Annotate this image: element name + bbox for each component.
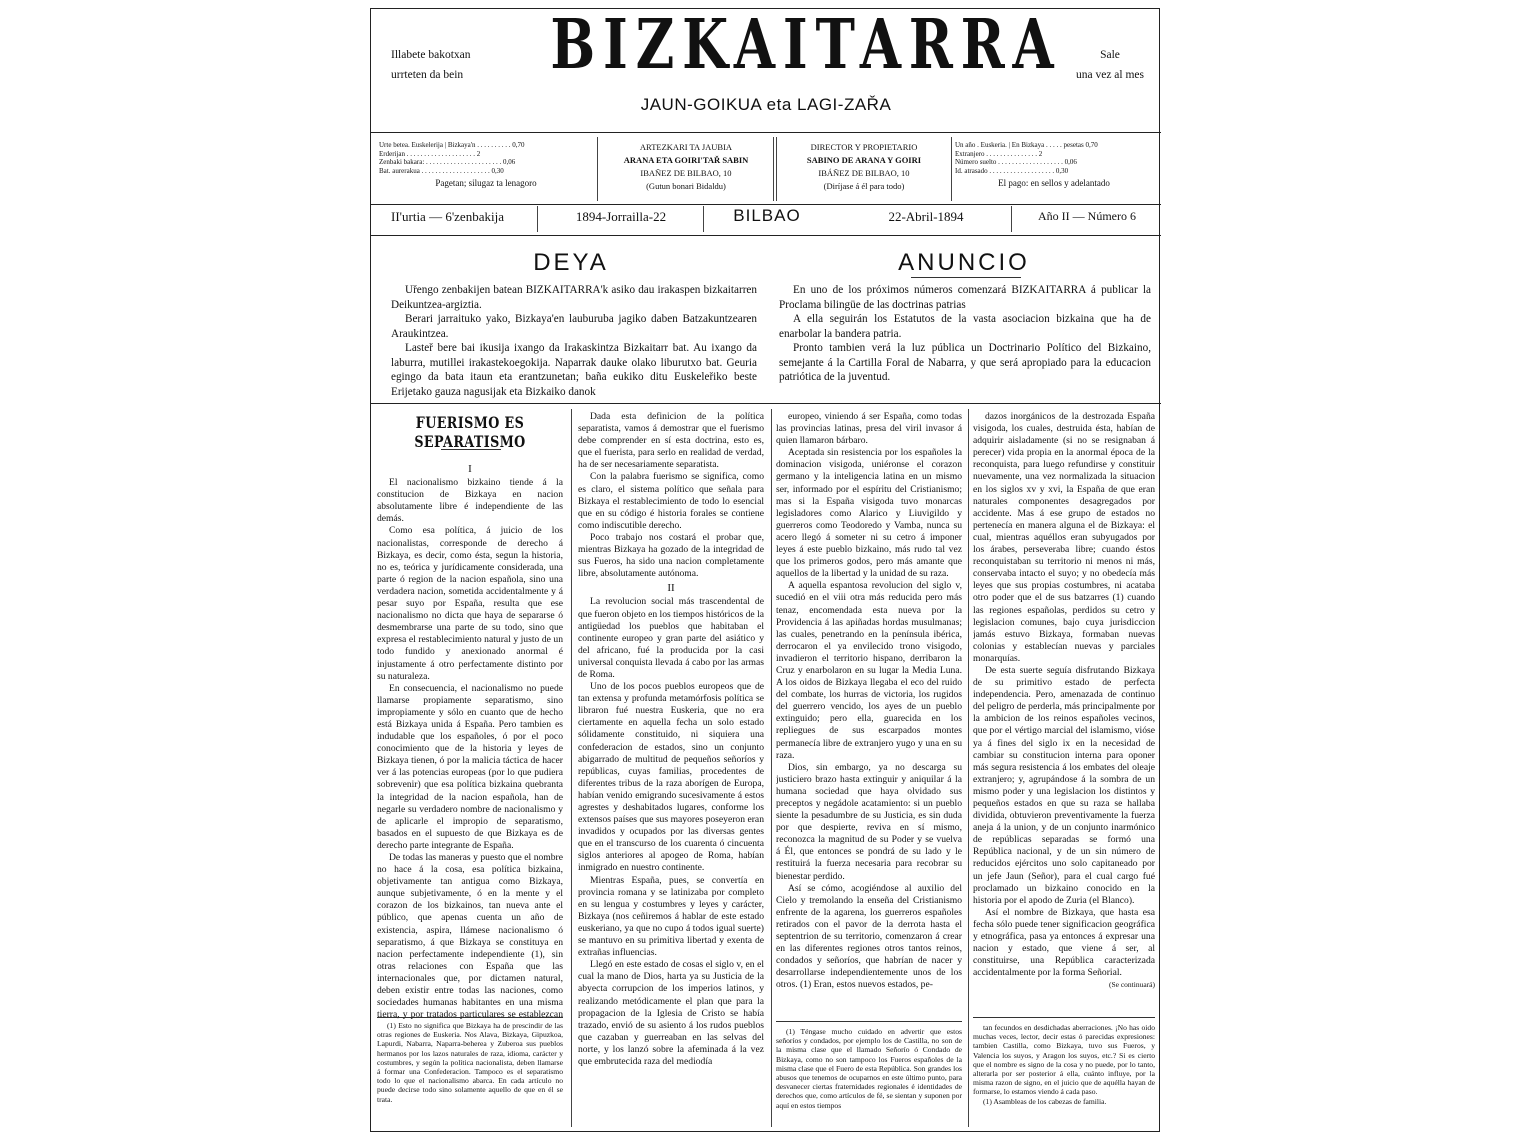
info-line: (Diríjase á él para todo) (823, 181, 905, 191)
masthead-left-line2: urrteten da bein (391, 69, 464, 81)
editor-spanish (779, 141, 949, 193)
paragraph: Llegó en este estado de cosas el siglo v, en el cual la mano de Dios, harta ya su Justicia de la abyecta corrupcion de los imperios latinos, y realizando metódicamente el plan que para la propagacion de la Iglesia de Cristo se había trazado, envió de su asiento á los rudos pueblos que cazaban y guerreaban en las selvas del norte, y los lanzó sobre la afeminada á la vez que embrutecida raza del mediodía (578, 959, 764, 1067)
subscription-basque (379, 141, 593, 188)
info-line: Extranjero . . . . . . . . . . . . . . . 2 (955, 149, 1043, 158)
paragraph: Uřengo zenbakijen batean BIZKAITARRA'k asiko dau irakaspen bizkaitarren Deikuntzea-argiztia. (391, 284, 757, 311)
paragraph: En uno de los próximos números comenzará BIZKAITARRA á publicar la Proclama bilingüe de las doctrinas patrias (779, 284, 1151, 311)
info-line: Número suelto . . . . . . . . . . . . . . . . . . . 0,06 (955, 158, 1077, 166)
paragraph: Berari jarraituko yako, Bizkaya'en lauburuba jagiko daben Batzakuntzearen Araukintzea. (391, 313, 757, 340)
paragraph: Así se cómo, acogiéndose al auxilio del Cielo y tremolando la enseña del Cristianismo enfrente de la agarena, los guerreros españoles retirados con el pavor de la derrota hasta el septentrion de su territorio, comenzaron á crear en las diferentes regiones otros tantos reinos, condados y señoríos, que habrían de nacer y desarrollarse independientemente unos de los otros. (1) Eran, estos nuevos estados, pe- (776, 882, 962, 991)
divider (776, 137, 777, 201)
paragraph: De todas las maneras y puesto que el nombre no hace á la cosa, esa política bizkaina, objetivamente tan antigua como Bizkaya, aunque subjetivamente, ó en la mente y el corazon de los bizkainos, tan nueva ante el público, que apenas cuenta un año de existencia, aspira, llámese nacionalismo ó separatismo, á que Bizkaya se constituya en nacion perfectamente independiente (1), sin otras relaciones con España que las internacionales que, por dictamen natural, deben existir entre todas las naciones, como sociedades humanas habitantes en una misma tierra, y por tratados particulares se establezcan (377, 852, 563, 1021)
info-line: Zenbaki bakara: . . . . . . . . . . . . . . . . . . . . . . 0,06 (379, 158, 516, 166)
date-spanish: 22-Abril-1894 (888, 209, 964, 224)
city-name: BILBAO (733, 206, 801, 225)
deya-title: DEYA (533, 249, 609, 276)
paragraph: Con la palabra fuerismo se significa, como es claro, el sistema político que señala para Bizkaya el restablecimiento de todo lo esencial que en su código é historia forales se contiene como indiscutible derecho. (578, 471, 764, 531)
info-line: Erderijan . . . . . . . . . . . . . . . . . . . . 2 (379, 149, 481, 158)
divider (773, 137, 774, 201)
subscription-spanish (955, 141, 1153, 188)
anuncio-title: ANUNCIO (898, 249, 1030, 276)
divider (973, 1017, 1155, 1018)
anuncio-body (779, 283, 1151, 385)
paragraph: En consecuencia, el nacionalismo no puede llamarse propiamente separatismo, sino impropiamente y sólo en cuanto que de hecho está Bizkaya unida á España. Pero tambien es indudable que los españoles, ó por el poco conocimiento que de la historia y leyes de Bizkaya tienen, ó por la malicia táctica de hacer ver á las potencias europeas (por lo que pudiera sobrevenir) que esa política bizkaina quebranta la integridad de la nacion española, han de negarle su verdadero nombre de nacionalismo y de aplicarle el impropio de separatismo, basados en el supuesto de que Bizkaya es de derecho parte integrante de España. (377, 682, 563, 851)
paragraph: A aquella espantosa revolucion del siglo v, sucedió en el viii otra más reducida pero más tenaz, encomendada esta nueva por la Providencia á las apiñadas hordas musulmanas; las cuales, penetrando en la península ibérica, derrocaron el ya envilecido trono visigodo, invadieron el territorio hispano, derribaron la Cruz y enarbolaron en su lugar la Media Luna. A los oidos de Bizkaya llegaba el eco del ruido del combate, los hurras de victoria, los rugidos del guerrero vencido, los ayes de un pueblo extinguido; pero ella, guarecida en los repliegues de sus escarpados montes permanecía libre de extranjero yugo y una en su raza. (776, 580, 962, 761)
paragraph: La revolucion social más trascendental de que fueron objeto en los tiempos históricos de la antigüedad los pueblos que habitaban el continente europeo y gran parte del asiático y del africano, fué la producida por la casi universal conquista llevada á cabo por las armas de Roma. (578, 596, 764, 680)
info-footer: El pago: en sellos y adelantado (998, 178, 1110, 188)
article-column-4 (973, 411, 1155, 1011)
divider (597, 137, 598, 201)
year-number-spanish: Año II — Número 6 (1038, 209, 1136, 223)
divider (703, 206, 704, 232)
masthead-title: BIZKAITARRA (550, 5, 1062, 85)
info-line: Id. atrasado . . . . . . . . . . . . . . . . . . . 0,30 (955, 166, 1069, 175)
paragraph: Dada esta definicion de la política separatista, vamos á demostrar que el fuerismo debe comprender en sí esta doctrina, esto es, que el fuerista, para serlo en realidad de verdad, ha de ser necesariamente separatista. (578, 411, 764, 471)
newspaper-page (370, 5, 1160, 1132)
paragraph: Lasteř bere bai ikusija ixango da Irakaskintza Bizkaitarr bat. Au ixango da laburra, mutillei irakastekoegokija. Naparrak dauke olako liburutxo bat. Geuria egingo da bata itaun eta erantzunetan; baña eukiko ditu Euskeleřiko beste Erijetako gauza nagusijak eta Bizkaiko danok (391, 342, 757, 398)
masthead-left (391, 45, 501, 85)
paragraph: Uno de los pocos pueblos europeos que de tan extensa y profunda metamórfosis política se libraron fué nuestra Euskeria, que no era ciertamente en aquella fecha un solo estado sólidamente constituido, ni siquiera una confederacion de estados, sino un conjunto abigarrado de multitud de pequeños señoríos y repúblicas, cuyas familias, procedentes de diferentes tribus de la raza aborígen de Europa, habían venido emigrando sucesivamente á estos agrestes y deshabitados lugares, conforme los extensos países que sus mayores poseyeron eran invadidos y ocupados por las diversas gentes que en el transcurso de los cuarenta ó cincuenta siglos anteriores al apogeo de Roma, habían inmigrado en nuestro continente. (578, 681, 764, 874)
footnote-1 (377, 1021, 563, 1129)
paragraph: De esta suerte seguía disfrutando Bizkaya de su primitivo estado de perfecta independencia. Pero, amenazada de continuo del peligro de perderla, más principalmente por la ambicion de los reinos españoles vecinos, que por el vértigo marcial del islamismo, vióse ya á fines del siglo ix en la necesidad de cambiar su constitucion interna para oponer más segura resistencia á los embates del oleaje extranjero; y, agrupándose á la sombra de un mismo poder y una legislacion los distintos y pequeños estados en que su raza se hallaba dividida, obtuvieron preventivamente la fuerza aneja á la union, y de un conjunto inarmónico de repúblicas separadas se formó una República nacional, y de un sin número de reducidos ejércitos uno solo capitaneado por un jefe Jaun (Señor), para el cual cargo fué proclamado un bizkaino conocido en la historia por el apodo de Zuria (el Blanco). (973, 664, 1155, 906)
footnote-text: (1) Asambleas de los cabezas de familia. (983, 1096, 1107, 1106)
info-line: Un año . Euskeria. | En Bizkaya . . . . . pesetas 0,70 (955, 141, 1098, 149)
section-number: II (667, 582, 675, 595)
divider (371, 132, 1161, 133)
footnote-text: (1) Téngase mucho cuidado en advertir que estos señoríos y condados, por ejemplo los de Castilla, no son de la misma clase que el llamado Señorío ó Condado de Bizkaya, como no son tampoco los Fueros españoles de la misma clase que el Fuero de esta República. Son grandes los abusos que tenemos de ocuparnos en este último punto, para desvanecer ciertas fraternidades regionales é identidades de derechos que, como artículos de fé, se sientan y suponen por aquí en estos tiempos (776, 1027, 962, 1110)
masthead-right-line2: una vez al mes (1075, 69, 1144, 81)
info-line: (Gutun bonari Bidaldu) (646, 181, 726, 191)
divider (377, 1017, 563, 1018)
info-line: ARTEZKARI TA JAUBIA (639, 142, 733, 152)
divider (371, 204, 1161, 205)
masthead-left-line1: Illabete bakotxan (391, 49, 471, 61)
article-heading: FUERISMO ES SEPARATISMO (414, 413, 526, 451)
paragraph: Poco trabajo nos costará el probar que, mientras Bizkaya ha gozado de la integridad de sus Fueros, ha sido una nacion completamente libre, absolutamente autónoma. (578, 531, 764, 580)
paragraph: dazos inorgánicos de la destrozada España visigoda, los cuales, destruida ésta, habían de adquirir aisladamente (si no se resignaban á perecer) vida propia en la anormal época de la reconquista, para luego refundirse y constituir nuevamente, una vez normalizada la situacion en los siglos xv y xvi, la España de que eran naturales componentes desagregados por accidente. Mas á ese grupo de estados no pertenecía en manera alguna el de Bizkaya: el cual, mientras aquéllos eran subyugados por los árabes, perseveraba libre; cuando éstos reconquistaban su territorio ni menos ni más, conservaba intacto el suyo; y no obedecía más leyes que sus propias costumbres, ni acataba otro poder que el de sus batzarres (1) cuando las regiones españolas, perdidos su cetro y legislacion comunes, bajo cuya jurisdiccion jamás estuvo Bizkaya, formaban nuevas colonias y establecían nuevas y parciales monarquías. (973, 411, 1155, 664)
column-rule (968, 409, 969, 1127)
divider (911, 277, 1021, 278)
editor-name: SABINO DE ARANA Y GOIRI (806, 155, 922, 165)
footnote-text: (1) Esto no significa que Bizkaya ha de prescindir de las otras regiones de Euskeria. Nos Alava, Bizkaya, Gipuzkoa, Lapurdi, Nabarra, Naparra-beherea y Zuberoa sus pueblos hermanos por los lazos naturales de raza, idioma, carácter y costumbres, y según la política nacionalista, deben llamarse á formar una Confederacion. Tampoco es el separatismo todo lo que el nacionalismo abarca. En cada artículo no puede decirse todo sino solamente aquello de que en él se trata. (377, 1021, 563, 1104)
divider (441, 449, 501, 450)
paragraph: Como esa política, á juicio de los nacionalistas, corresponde de derecho á Bizkaya, es decir, como ésta, segun la historia, no es, teórica y jurídicamente considerada, una parte ó region de la nacion española, sino una verdadera nacion, sometida accidentalmente y á pesar suyo por España, resulta que ese nacionalismo no dicta que haya de separarse ó desmembrarse una parte de su todo, sino que expresa el restablecimiento natural y justo de un todo fundido y anexionado anormal é injustamente á otro perfectamente distinto por su naturaleza. (377, 525, 563, 682)
paragraph: El nacionalismo bizkaino tiende á la constitucion de Bizkaya en nacion absolutamente libre é independiente de las demás. (377, 477, 563, 525)
divider (1011, 206, 1012, 232)
divider (537, 206, 538, 232)
divider (371, 403, 1161, 404)
info-line: IBÁÑEZ DE BILBAO, 10 (818, 168, 910, 178)
article-column-1 (377, 461, 563, 1021)
section-number: I (468, 463, 472, 475)
deya-body (391, 283, 757, 399)
masthead-subtitle: JAUN-GOIKUA eta LAGI-ZAŘA (640, 95, 892, 114)
info-line: Bat. aurerakua . . . . . . . . . . . . . . . . . . . . 0,30 (379, 166, 504, 175)
editor-basque (601, 141, 771, 193)
article-column-3 (776, 411, 962, 1019)
divider (776, 1021, 962, 1022)
date-basque: 1894-Jorrailla-22 (575, 209, 667, 224)
masthead-right-line1: Sale (1100, 49, 1120, 61)
divider (371, 235, 1161, 236)
paragraph: A ella seguirán los Estatutos de la vasta asociacion bizkaina que ha de enarbolar la bandera patria. (779, 313, 1151, 340)
footnote-text: tan fecundos en desdichadas aberraciones. ¡No has oido muchas veces, lector, decir estas ó parecidas expresiones: tambien Castilla, como Bizkaya, tuvo sus Fueros, y Valencia los suyos, y Aragon los suyos, etc.? Si es cierto que el nombre es signo de la cosa y no puede, por lo tanto, alterarla por ser posterior á ella, cuánto influye, por la misma razon de signo, en el juicio que de aquélla hayan de formarse, lo estamos viendo á cada paso. (973, 1023, 1155, 1097)
to-be-continued: (Se continuará) (1108, 980, 1155, 990)
info-line: DIRECTOR Y PROPIETARIO (810, 142, 918, 152)
paragraph: europeo, viniendo á ser España, como todas las provincias latinas, presa del viril invasor á quien llamaron bárbaro. (776, 411, 962, 447)
info-line: Urte betea. Euskelerija | Bizkaya'n . . . . . . . . . . 0,70 (379, 141, 525, 149)
paragraph: Pronto tambien verá la luz pública un Doctrinario Político del Bizkaino, semejante á la Cartilla Foral de Nabarra, y que será apropiado para la educacion patriótica de la juventud. (779, 342, 1151, 383)
editor-name: ARANA ETA GOIRI'TAŘ SABIN (623, 155, 749, 165)
paragraph: Dios, sin embargo, ya no descarga su justiciero brazo hasta extinguir y aniquilar á la humana sociedad que haya olvidado sus preceptos y negádole acatamiento: si un pueblo siente la pesadumbre de su Justicia, es sin duda por que despierte, reviva en sí mismo, reconozca la magnitud de su Poder y se vuelva á Él, que entonces se pondrá de su lado y le restituirá la fuerza necesaria para recobrar su bienestar perdido. (776, 761, 962, 882)
info-line: IBAÑEZ DE BILBAO, 10 (640, 168, 732, 178)
masthead-right (1067, 45, 1153, 85)
paragraph: Mientras España, pues, se convertía en provincia romana y se latinizaba por completo en su lengua y costumbres y leyes y carácter, Bizkaya (nos ceñiremos á hablar de este estado euskeriano, ya que no cupo á todos igual suerte) se mantuvo en su primitiva libertad y exenta de extrañas influencias. (578, 874, 764, 959)
column-rule (571, 409, 572, 1127)
divider (951, 137, 952, 201)
paragraph: Aceptada sin resistencia por los españoles la dominacion visigoda, uniéronse el corazon germano y la inteligencia latina en un mismo ser, informado por el espíritu del Cristianismo; mas si la España visigoda tuvo monarcas legisladores como Alarico y Liuvigildo y guerreros como Teodoredo y Vamba, nunca su acero llegó á someter ni su cetro á imponer leyes á este pueblo bizkaino, más rudo tal vez que los primeros godos, pero más amante que aquellos de la libertad y la unidad de su raza. (776, 447, 962, 580)
info-footer: Pagetan; silugaz ta lenagoro (435, 178, 537, 188)
paragraph: Así el nombre de Bizkaya, que hasta esa fecha sólo puede tener significacion geográfica y etnográfica, pasa ya entonces á expresar una nacion y estado, que viene á ser, al constituirse, una República caracterizada accidentalmente por la forma Señorial. (973, 906, 1155, 979)
year-number-basque: II'urtia — 6'zenbakija (391, 209, 504, 224)
column-rule (771, 409, 772, 1127)
footnote-4 (973, 1023, 1155, 1131)
footnote-3 (776, 1027, 962, 1135)
article-column-2 (578, 411, 764, 1127)
